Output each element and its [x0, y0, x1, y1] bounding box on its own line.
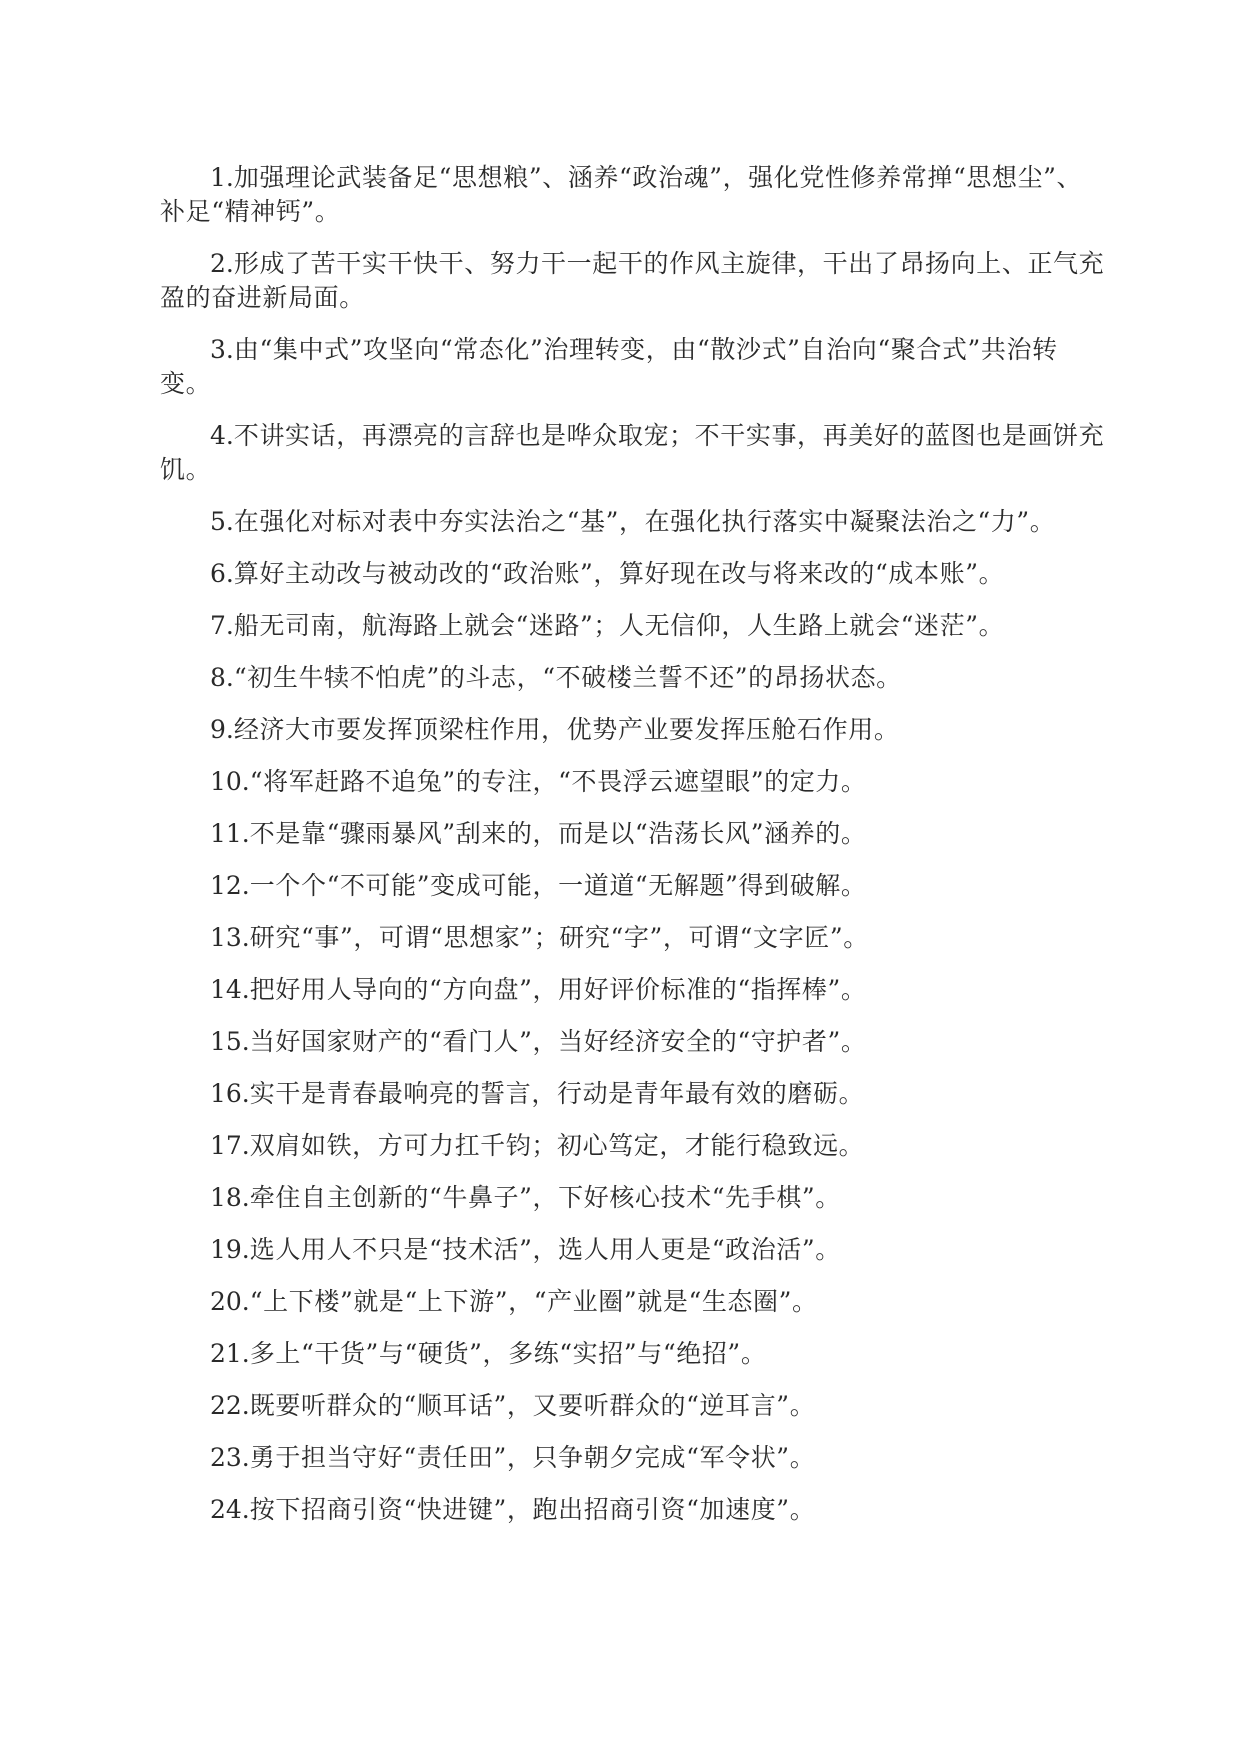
list-item: [160, 921, 1105, 955]
item-number: 6.: [210, 559, 234, 588]
list-item: [160, 247, 1105, 315]
list-item: [160, 713, 1105, 747]
item-number: 20.: [210, 1287, 250, 1316]
item-number: 5.: [210, 507, 234, 536]
item-text: “将军赶路不追兔”的专注，“不畏浮云遮望眼”的定力。: [249, 767, 867, 796]
list-item: [160, 557, 1105, 591]
list-item: [160, 1025, 1105, 1059]
list-item: [160, 973, 1105, 1007]
list-item: [160, 1493, 1105, 1527]
item-number: 24.: [210, 1495, 250, 1524]
item-number: 9.: [210, 715, 234, 744]
item-text: 加强理论武装备足“思想粮”、涵养“政治魂”，强化党性修养常掸“思想尘”、补足“精神钙”。: [160, 163, 1083, 226]
item-text: 形成了苦干实干快干、努力干一起干的作风主旋律，干出了昂扬向上、正气充盈的奋进新局面。: [160, 249, 1105, 312]
item-number: 21.: [210, 1339, 250, 1368]
list-item: [160, 1233, 1105, 1267]
item-text: 牵住自主创新的“牛鼻子”，下好核心技术“先手棋”。: [249, 1183, 841, 1212]
item-number: 13.: [210, 923, 250, 952]
list-item: [160, 1389, 1105, 1423]
item-text: 多上“干货”与“硬货”，多练“实招”与“绝招”。: [249, 1339, 767, 1368]
item-text: 勇于担当守好“责任田”，只争朝夕完成“军令状”。: [249, 1443, 816, 1472]
item-text: “初生牛犊不怕虎”的斗志，“不破楼兰誓不还”的昂扬状态。: [233, 663, 902, 692]
list-item: [160, 1129, 1105, 1163]
item-text: 在强化对标对表中夯实法治之“基”，在强化执行落实中凝聚法治之“力”。: [233, 507, 1056, 536]
list-item: [160, 661, 1105, 695]
item-number: 3.: [210, 335, 234, 364]
list-item: [160, 765, 1105, 799]
list-item: [160, 333, 1105, 401]
item-text: 研究“事”，可谓“思想家”；研究“字”，可谓“文字匠”。: [249, 923, 869, 952]
item-number: 8.: [210, 663, 234, 692]
item-number: 11.: [210, 819, 250, 848]
item-text: 不是靠“骤雨暴风”刮来的，而是以“浩荡长风”涵养的。: [249, 819, 867, 848]
item-text: 既要听群众的“顺耳话”，又要听群众的“逆耳言”。: [249, 1391, 816, 1420]
item-text: 由“集中式”攻坚向“常态化”治理转变，由“散沙式”自治向“聚合式”共治转变。: [160, 335, 1058, 398]
item-number: 14.: [210, 975, 250, 1004]
list-item: [160, 1181, 1105, 1215]
item-number: 10.: [210, 767, 250, 796]
item-number: 12.: [210, 871, 250, 900]
item-number: 4.: [210, 421, 234, 450]
item-text: 把好用人导向的“方向盘”，用好评价标准的“指挥棒”。: [249, 975, 867, 1004]
list-item: [160, 1441, 1105, 1475]
list-item: [160, 505, 1105, 539]
item-number: 22.: [210, 1391, 250, 1420]
item-text: 选人用人不只是“技术活”，选人用人更是“政治活”。: [249, 1235, 841, 1264]
item-number: 7.: [210, 611, 234, 640]
item-text: 一个个“不可能”变成可能，一道道“无解题”得到破解。: [249, 871, 867, 900]
item-text: “上下楼”就是“上下游”，“产业圈”就是“生态圈”。: [249, 1287, 818, 1316]
item-number: 23.: [210, 1443, 250, 1472]
item-text: 双肩如铁，方可力扛千钧；初心笃定，才能行稳致远。: [249, 1131, 865, 1160]
list-item: [160, 1077, 1105, 1111]
item-text: 船无司南，航海路上就会“迷路”；人无信仰，人生路上就会“迷茫”。: [233, 611, 1005, 640]
item-text: 实干是青春最响亮的誓言，行动是青年最有效的磨砺。: [249, 1079, 865, 1108]
item-number: 16.: [210, 1079, 250, 1108]
item-text: 经济大市要发挥顶梁柱作用，优势产业要发挥压舱石作用。: [233, 715, 900, 744]
item-text: 不讲实话，再漂亮的言辞也是哗众取宠；不干实事，再美好的蓝图也是画饼充饥。: [160, 421, 1105, 484]
document-body: [160, 161, 1105, 1545]
list-item: [160, 1285, 1105, 1319]
item-number: 19.: [210, 1235, 250, 1264]
item-number: 17.: [210, 1131, 250, 1160]
list-item: [160, 869, 1105, 903]
item-number: 1.: [210, 163, 234, 192]
list-item: [160, 419, 1105, 487]
list-item: [160, 609, 1105, 643]
list-item: [160, 161, 1105, 229]
list-item: [160, 817, 1105, 851]
list-item: [160, 1337, 1105, 1371]
item-number: 18.: [210, 1183, 250, 1212]
item-number: 15.: [210, 1027, 250, 1056]
item-text: 按下招商引资“快进键”，跑出招商引资“加速度”。: [249, 1495, 816, 1524]
item-number: 2.: [210, 249, 234, 278]
item-text: 当好国家财产的“看门人”，当好经济安全的“守护者”。: [249, 1027, 867, 1056]
item-text: 算好主动改与被动改的“政治账”，算好现在改与将来改的“成本账”。: [233, 559, 1005, 588]
